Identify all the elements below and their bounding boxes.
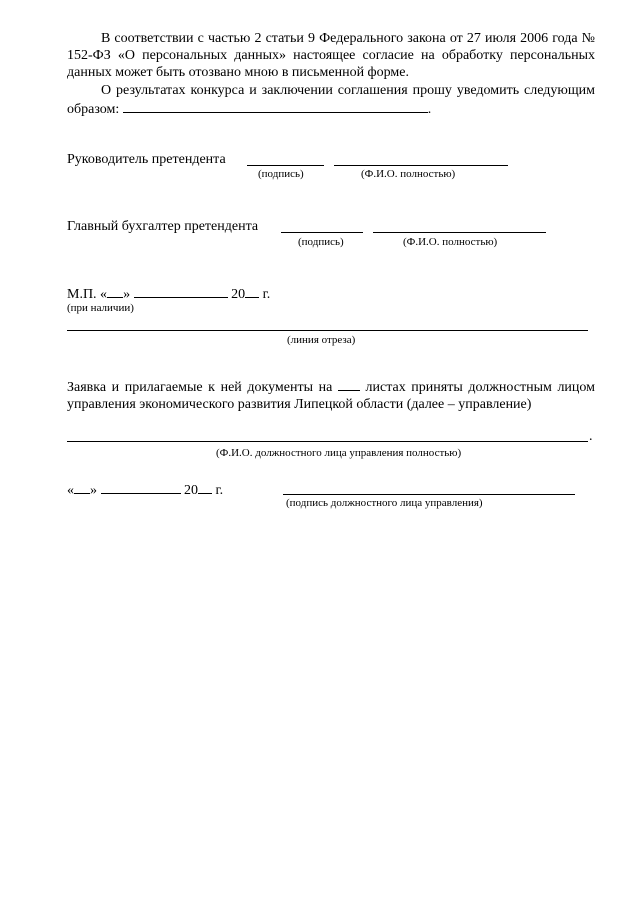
accountant-name-line[interactable] bbox=[373, 232, 546, 233]
receipt-end: . bbox=[589, 429, 593, 444]
receipt-text-part1: Заявка и прилагаемые к ней документы на bbox=[67, 380, 333, 395]
receipt-paragraph bbox=[67, 377, 595, 413]
notify-method-blank[interactable] bbox=[123, 99, 428, 113]
receipt-quote-open: « bbox=[67, 483, 74, 498]
consent-paragraph: В соответствии с частью 2 статьи 9 Федерального закона от 27 июля 2006 года № 152-ФЗ «О персональных данных» настоящее согласие на обработку персональных данных может быть отозвано мною в письменной форме. bbox=[67, 31, 595, 80]
receipt-year-suffix: г. bbox=[215, 483, 224, 498]
notify-text: О результатах конкурса и заключении соглашения прошу уведомить следующим образом: bbox=[67, 83, 595, 117]
head-signature-line[interactable] bbox=[247, 165, 324, 166]
stamp-year-prefix: 20 bbox=[231, 287, 246, 302]
stamp-date-row bbox=[67, 284, 270, 303]
stamp-mp: М.П. « bbox=[67, 287, 108, 302]
stamp-caption: (при наличии) bbox=[67, 302, 134, 314]
head-name-caption: (Ф.И.О. полностью) bbox=[361, 168, 456, 180]
receipt-official-signature-line[interactable] bbox=[283, 494, 575, 495]
accountant-signature-line[interactable] bbox=[281, 232, 363, 233]
receipt-year-prefix: 20 bbox=[184, 483, 198, 498]
stamp-year-blank[interactable] bbox=[245, 284, 259, 298]
accountant-signature-caption: (подпись) bbox=[298, 236, 344, 248]
notify-paragraph bbox=[67, 82, 595, 118]
notify-end: . bbox=[427, 102, 432, 117]
receipt-official-signature-caption: (подпись должностного лица управления) bbox=[286, 497, 483, 509]
cut-line-caption: (линия отреза) bbox=[287, 334, 356, 346]
stamp-month-blank[interactable] bbox=[134, 284, 228, 298]
head-name-line[interactable] bbox=[334, 165, 508, 166]
receipt-quote-close: » bbox=[90, 483, 97, 498]
cut-line bbox=[67, 330, 588, 331]
head-signature-label: Руководитель претендента bbox=[67, 152, 226, 167]
sheets-count-blank[interactable] bbox=[338, 377, 360, 391]
receipt-year-blank[interactable] bbox=[198, 480, 212, 494]
receipt-day-blank[interactable] bbox=[74, 480, 90, 494]
stamp-quote-close: » bbox=[123, 287, 131, 302]
receipt-official-name-line[interactable] bbox=[67, 441, 588, 442]
stamp-year-suffix: г. bbox=[262, 287, 271, 302]
stamp-day-blank[interactable] bbox=[107, 284, 123, 298]
accountant-signature-label: Главный бухгалтер претендента bbox=[67, 219, 259, 234]
head-signature-caption: (подпись) bbox=[258, 168, 304, 180]
receipt-month-blank[interactable] bbox=[101, 480, 181, 494]
receipt-date-row bbox=[67, 480, 223, 499]
accountant-name-caption: (Ф.И.О. полностью) bbox=[403, 236, 498, 248]
receipt-text-part2: листах приняты должностным лицом управления экономического развития Липецкой области (далее – управление) bbox=[67, 380, 596, 412]
receipt-official-name-caption: (Ф.И.О. должностного лица управления полностью) bbox=[216, 447, 462, 459]
